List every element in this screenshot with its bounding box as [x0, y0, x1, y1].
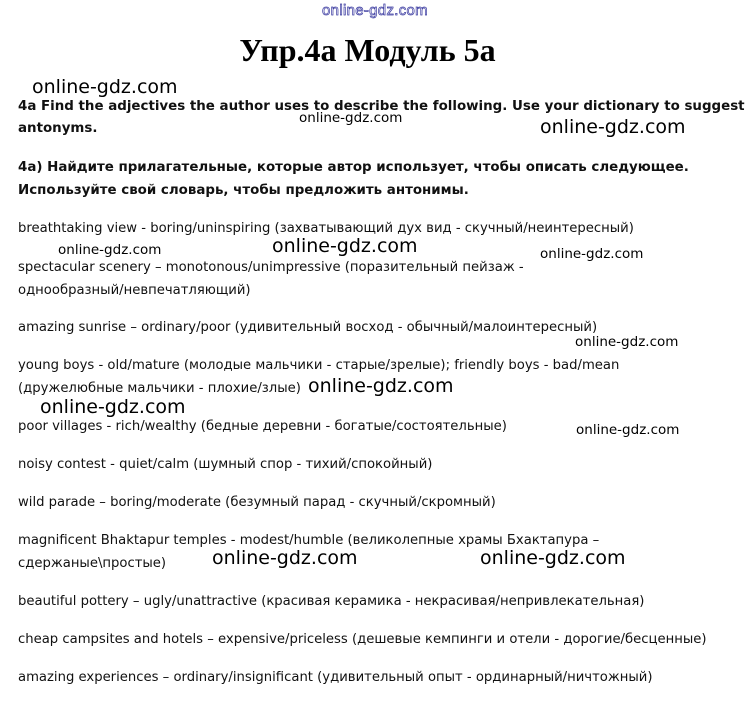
watermark: online-gdz.com — [308, 375, 454, 397]
watermark: online-gdz.com — [40, 396, 186, 418]
watermark: online-gdz.com — [212, 547, 358, 569]
task-russian-line-2: Используйте свой словарь, чтобы предложить антонимы. — [18, 183, 469, 198]
answer-poor-villages: poor villages - rich/wealthy (бедные деревни - богатые/состоятельные) — [18, 419, 507, 434]
task-russian-line-1: 4а) Найдите прилагательные, которые автор использует, чтобы описать следующее. — [18, 160, 689, 175]
answer-young-boys-cont: (дружелюбные мальчики - плохие/злые) — [18, 381, 301, 396]
answer-amazing-experiences: amazing experiences – ordinary/insignificant (удивительный опыт - ординарный/ничтожный) — [18, 670, 653, 685]
page-title: Упр.4а Модуль 5а — [239, 32, 496, 68]
answer-amazing-sunrise: amazing sunrise – ordinary/poor (удивительный восход - обычный/малоинтересный) — [18, 320, 598, 335]
answer-noisy-contest: noisy contest - quiet/calm (шумный спор - тихий/спокойный) — [18, 457, 433, 472]
answer-spectacular-scenery-cont: однообразный/невпечатляющий) — [18, 283, 251, 298]
task-english-line-1: 4a Find the adjectives the author uses to describe the following. Use your dictionary to suggest — [18, 99, 745, 114]
watermark: online-gdz.com — [576, 422, 680, 438]
answer-breathtaking-view: breathtaking view - boring/uninspiring (захватывающий дух вид - скучный/неинтересный) — [18, 221, 634, 236]
answer-magnificent-temples-cont: сдержаные\простые) — [18, 556, 167, 571]
answer-young-boys: young boys - old/mature (молодые мальчики - старые/зрелые); friendly boys - bad/mean — [18, 358, 620, 373]
top-watermark: online-gdz.com — [322, 2, 428, 19]
watermark: online-gdz.com — [575, 334, 679, 350]
watermark: online-gdz.com — [32, 76, 178, 98]
watermark: online-gdz.com — [299, 110, 403, 126]
answer-beautiful-pottery: beautiful pottery – ugly/unattractive (красивая керамика - некрасивая/непривлекательная) — [18, 594, 645, 609]
answer-cheap-campsites: cheap campsites and hotels – expensive/priceless (дешевые кемпинги и отели - дорогие/бесценные) — [18, 632, 707, 647]
watermark: online-gdz.com — [480, 547, 626, 569]
watermark: online-gdz.com — [540, 116, 686, 138]
task-english-line-2: antonyms. — [18, 121, 98, 136]
watermark: online-gdz.com — [58, 242, 162, 258]
answer-spectacular-scenery: spectacular scenery – monotonous/unimpressive (поразительный пейзаж - — [18, 260, 524, 275]
answer-wild-parade: wild parade – boring/moderate (безумный парад - скучный/скромный) — [18, 495, 496, 510]
watermark: online-gdz.com — [272, 235, 418, 257]
answer-magnificent-temples: magnificent Bhaktapur temples - modest/humble (великолепные храмы Бхактапура – — [18, 533, 600, 548]
watermark: online-gdz.com — [540, 246, 644, 262]
